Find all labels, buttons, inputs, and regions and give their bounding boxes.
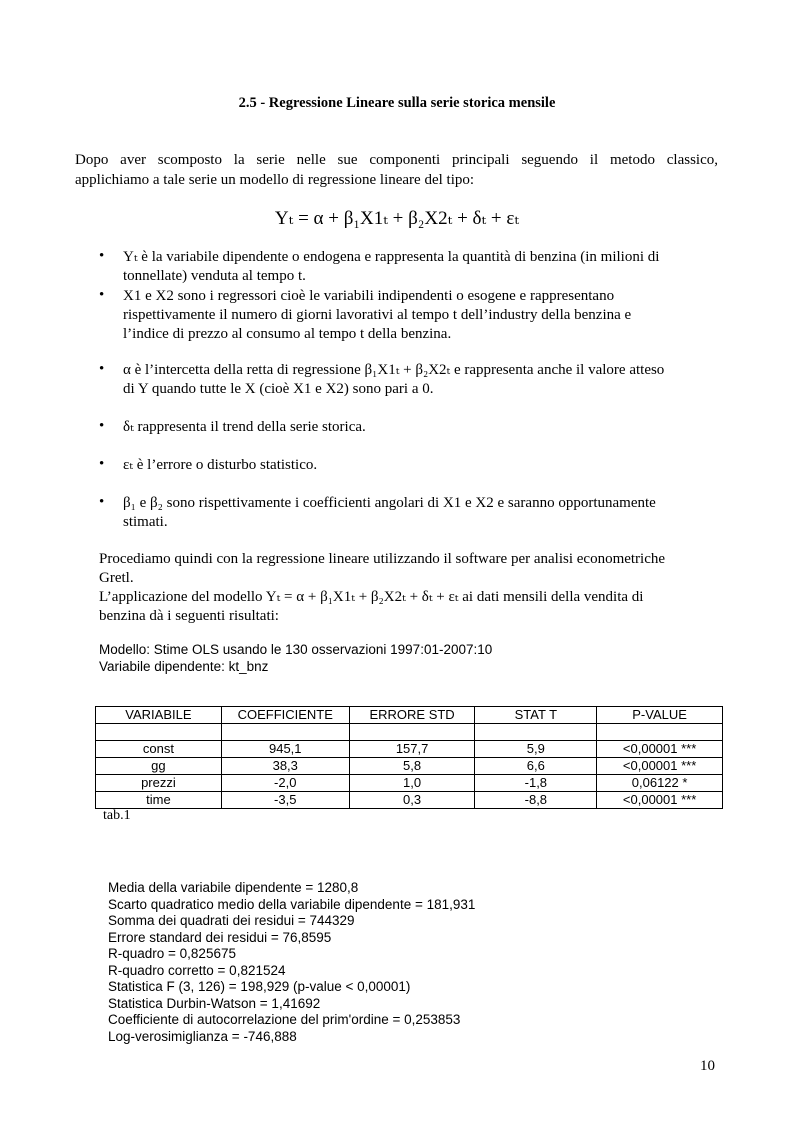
bullet-text: rispettivamente il numero di giorni lavorativi al tempo t dell’industry della benzina e <box>123 307 632 323</box>
table-cell: 0,3 <box>349 792 475 809</box>
bullet-dot: • <box>99 361 105 377</box>
beta-symbols: β₁ e β₂ <box>123 495 163 511</box>
table-cell: -1,8 <box>475 775 597 792</box>
procedure-line: Gretl. <box>99 570 134 586</box>
delta-symbol: δₜ <box>123 419 134 435</box>
header-cell: VARIABILE <box>96 707 222 724</box>
table-cell: 1,0 <box>349 775 475 792</box>
stat-line: Media della variabile dipendente = 1280,8 <box>108 880 359 895</box>
empty-cell <box>96 724 222 741</box>
bullet-text: stimati. <box>123 514 168 530</box>
page-number: 10 <box>700 1058 715 1074</box>
table-row <box>96 775 723 792</box>
bullet-text: rappresenta il trend della serie storica. <box>133 419 366 435</box>
bullet-text: è l’errore o disturbo statistico. <box>133 457 318 473</box>
table-cell: <0,00001 *** <box>597 741 723 758</box>
stat-line: R-quadro corretto = 0,821524 <box>108 962 286 978</box>
bullet-coefficients <box>123 494 723 532</box>
bullet-text: sono rispettivamente i coefficienti angolari di X1 e X2 e saranno opportunamente <box>162 495 656 511</box>
bullet-text: di Y quando tutte le X (cioè X1 e X2) sono pari a 0. <box>123 381 434 397</box>
stat-line: R-quadro = 0,825675 <box>108 946 236 961</box>
bullet-intercept <box>123 361 733 399</box>
procedure-line: L’applicazione del modello <box>99 589 266 605</box>
regression-formula: Yₜ = α + β₁X1ₜ + β₂X2ₜ + δₜ + εₜ <box>274 208 520 229</box>
table-cell: gg <box>96 758 222 775</box>
table-cell: <0,00001 *** <box>597 792 723 809</box>
table-cell: const <box>96 741 222 758</box>
header-cell: P-VALUE <box>597 707 723 724</box>
empty-cell <box>475 724 597 741</box>
bullet-text: X1 e X2 sono i regressori cioè le variabili indipendenti o esogene e rappresentano <box>123 288 615 304</box>
bullet-error <box>123 456 723 475</box>
bullet-trend <box>123 418 723 437</box>
table-cell: 38,3 <box>221 758 349 775</box>
table-cell: 5,9 <box>475 741 597 758</box>
bullet-text: tonnellate) venduta al tempo t. <box>123 268 306 284</box>
table-row <box>96 792 723 809</box>
table-caption: tab.1 <box>103 808 131 823</box>
bullet-regressors <box>123 287 723 344</box>
results-table <box>95 706 723 809</box>
stat-line: Statistica F (3, 126) = 198,929 (p-value < 0,00001) <box>108 979 411 994</box>
stat-line: Log-verosimiglianza = -746,888 <box>108 1028 297 1044</box>
table-cell: <0,00001 *** <box>597 758 723 775</box>
table-cell: -8,8 <box>475 792 597 809</box>
bullet-text: e rappresenta anche il valore atteso <box>450 362 665 378</box>
stat-line: Statistica Durbin-Watson = 1,41692 <box>108 995 321 1011</box>
regression-statistics <box>108 880 475 1045</box>
table-cell: 5,8 <box>349 758 475 775</box>
inline-formula: β₁X1ₜ + β₂X2ₜ <box>364 362 451 378</box>
bullet-dot: • <box>99 248 105 264</box>
procedure-line: Procediamo quindi con la regressione lineare utilizzando il software per analisi econometriche <box>99 551 666 567</box>
bullet-dot: • <box>99 494 105 510</box>
table-cell: 945,1 <box>221 741 349 758</box>
table-cell: -2,0 <box>221 775 349 792</box>
bullet-dot: • <box>99 418 105 434</box>
stat-line: Errore standard dei residui = 76,8595 <box>108 929 332 945</box>
procedure-line: benzina dà i seguenti risultati: <box>99 608 279 624</box>
stat-line: Somma dei quadrati dei residui = 744329 <box>108 913 355 928</box>
table-row <box>96 741 723 758</box>
header-cell: STAT T <box>475 707 597 724</box>
bullet-dot: • <box>99 287 105 303</box>
bullet-text: l’indice di prezzo al consumo al tempo t della benzina. <box>123 326 452 342</box>
bullet-dot: • <box>99 456 105 472</box>
table-empty-row <box>96 724 723 741</box>
table-cell: prezzi <box>96 775 222 792</box>
procedure-line: ai dati mensili della vendita di <box>458 589 644 605</box>
empty-cell <box>597 724 723 741</box>
table-header-row <box>96 707 723 724</box>
table-cell: 0,06122 * <box>597 775 723 792</box>
epsilon-symbol: εₜ <box>123 457 133 473</box>
inline-formula: Yₜ = α + β₁X1ₜ + β₂X2ₜ + δₜ + εₜ <box>265 589 459 605</box>
model-line: Variabile dipendente: kt_bnz <box>99 658 269 674</box>
table-cell: time <box>96 792 222 809</box>
model-line: Modello: Stime OLS usando le 130 osservazioni 1997:01-2007:10 <box>99 642 493 657</box>
stat-line: Scarto quadratico medio della variabile dipendente = 181,931 <box>108 896 476 912</box>
intro-line-1: Dopo aver scomposto la serie nelle sue componenti principali seguendo il metodo classico, <box>75 152 718 168</box>
table-row <box>96 758 723 775</box>
empty-cell <box>221 724 349 741</box>
stat-line: Coefficiente di autocorrelazione del prim'ordine = 0,253853 <box>108 1012 461 1027</box>
intro-line-2: applichiamo a tale serie un modello di regressione lineare del tipo: <box>75 172 475 188</box>
model-description <box>99 642 492 675</box>
table-cell: 6,6 <box>475 758 597 775</box>
bullet-text: è la variabile dipendente o endogena e rappresenta la quantità di benzina (in milioni di <box>137 249 660 265</box>
procedure-paragraph <box>99 550 724 626</box>
header-cell: COEFFICIENTE <box>221 707 349 724</box>
section-heading: 2.5 - Regressione Lineare sulla serie storica mensile <box>238 95 556 111</box>
header-cell: ERRORE STD <box>349 707 475 724</box>
bullet-endogenous <box>123 248 723 286</box>
bullet-text: α è l’intercetta della retta di regressione <box>123 362 365 378</box>
table-cell: -3,5 <box>221 792 349 809</box>
empty-cell <box>349 724 475 741</box>
y-symbol: Yₜ <box>123 249 138 265</box>
table-cell: 157,7 <box>349 741 475 758</box>
